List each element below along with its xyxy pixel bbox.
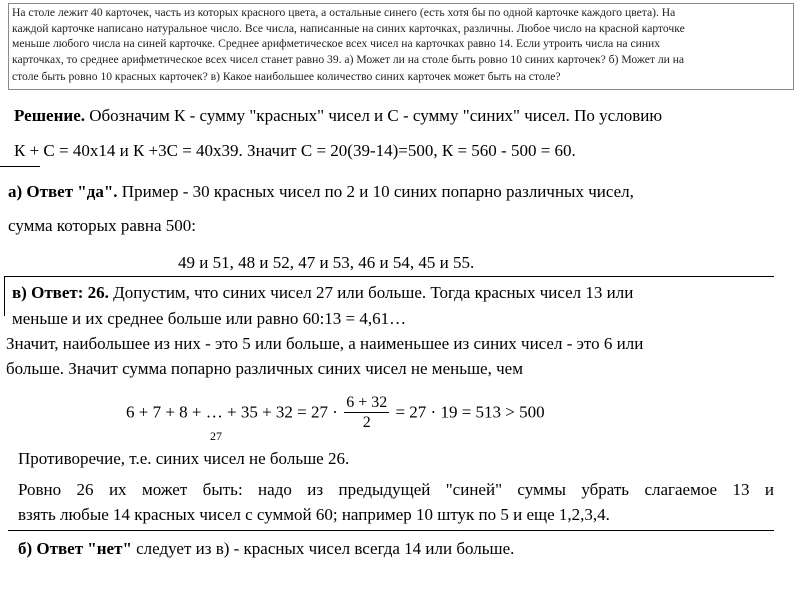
problem-line: столе быть ровно 10 красных карточек? в) Какое наибольшее количество синих карточек может быть на столе?: [12, 70, 561, 83]
part-v-line3: Значит, наибольшее из них - это 5 или больше, а наименьшее из синих чисел - это 6 или: [6, 334, 644, 353]
part-b-text: следует из в) - красных чисел всегда 14 или больше.: [131, 539, 515, 558]
part-v-line1: [12, 284, 633, 301]
problem-line: каждой карточке написано натуральное число. Все числа, написанные на синих карточках, различны. Любое число на красной карточке: [12, 21, 685, 35]
formula-math: [126, 394, 545, 433]
formula-denominator: 2: [362, 414, 371, 431]
divider: [4, 276, 5, 316]
part-v-line2: меньше и их среднее больше или равно 60:13 = 4,61…: [12, 309, 407, 328]
part-v-contradiction: Противоречие, т.е. синих чисел не больше 26.: [18, 449, 350, 468]
part-v-text: Допустим, что синих чисел 27 или больше. Тогда красных чисел 13 или: [108, 283, 634, 302]
divider: [4, 276, 774, 277]
part-v-label: в) Ответ: 26.: [12, 283, 109, 302]
solution-label: Решение.: [14, 106, 85, 125]
problem-line: карточках, то среднее арифметическое всех чисел станет равно 39. а) Может ли на столе быть ровно 10 синих карточек? б) Может ли на: [12, 52, 685, 66]
solution-intro-text: Обозначим К - сумму "красных" чисел и С - сумму "синих" чисел. По условию: [85, 106, 663, 125]
part-a-line2: сумма которых равна 500:: [8, 216, 197, 235]
formula-left: 6 + 7 + 8 + … + 35 + 32 = 27 ·: [126, 402, 343, 422]
part-a-line1: [8, 183, 634, 200]
formula-numerator: 6 + 32: [346, 394, 388, 411]
formula-right: = 27 · 19 = 513 > 500: [391, 402, 545, 422]
problem-statement: [8, 3, 794, 90]
part-a-text: Пример - 30 красных чисел по 2 и 10 синих попарно различных чисел,: [117, 182, 634, 201]
part-a-label: а) Ответ "да".: [8, 182, 118, 201]
part-b-line: [18, 540, 514, 557]
formula-fraction: [344, 394, 389, 433]
formula-underbrace-label: 27: [210, 429, 222, 443]
problem-line: На столе лежит 40 карточек, часть из которых красного цвета, а остальные синего (есть хотя бы по одной карточке каждого цвета). На: [12, 6, 676, 19]
divider: [0, 166, 40, 167]
part-v-line5: Ровно 26 их может быть: надо из предыдущей "синей" суммы убрать слагаемое 13 и: [18, 480, 774, 499]
solution-intro: [14, 107, 662, 124]
solution-equation: К + С = 40х14 и К +3С = 40х39. Значит С = 20(39-14)=500, К = 560 - 500 = 60.: [14, 141, 576, 160]
part-v-line4: больше. Значит сумма попарно различных синих чисел не меньше, чем: [6, 359, 523, 378]
divider: [8, 530, 774, 531]
part-b-label: б) Ответ "нет": [18, 539, 132, 558]
part-v-line6: взять любые 14 красных чисел с суммой 60; например 10 штук по 5 и еще 1,2,3,4.: [18, 505, 610, 524]
sum-formula: [118, 388, 618, 443]
part-a-pairs: 49 и 51, 48 и 52, 47 и 53, 46 и 54, 45 и 55.: [178, 253, 475, 272]
problem-line: меньше любого числа на синей карточке. Среднее арифметическое всех чисел на карточках равно 14. Если утроить числа на синих: [12, 37, 661, 50]
